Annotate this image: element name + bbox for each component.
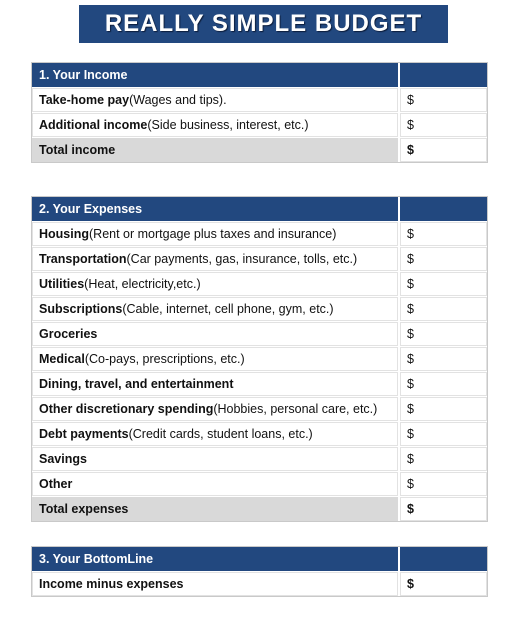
subscriptions-amount[interactable]: $ [400,297,487,321]
row-label: Groceries [32,322,398,346]
row-label: Housing (Rent or mortgage plus taxes and insurance) [32,222,398,246]
income-header-amount [400,63,487,87]
row-label: Utilities (Heat, electricity,etc.) [32,272,398,296]
row-label: Dining, travel, and entertainment [32,372,398,396]
total-expenses-row [32,497,487,521]
discretionary-amount[interactable]: $ [400,397,487,421]
total-income-row [32,138,487,162]
table-row [32,472,487,496]
title-banner [79,5,448,43]
row-label: Other [32,472,398,496]
take-home-pay-amount[interactable]: $ [400,88,487,112]
row-label: Medical (Co-pays, prescriptions, etc.) [32,347,398,371]
bottomline-header-row [32,547,487,571]
row-label: Savings [32,447,398,471]
row-label: Subscriptions (Cable, internet, cell phone, gym, etc.) [32,297,398,321]
savings-amount[interactable]: $ [400,447,487,471]
income-minus-expenses-amount[interactable]: $ [400,572,487,596]
medical-amount[interactable]: $ [400,347,487,371]
table-row [32,447,487,471]
total-expenses-amount[interactable]: $ [400,497,487,521]
income-section [31,62,488,163]
dining-amount[interactable]: $ [400,372,487,396]
additional-income-amount[interactable]: $ [400,113,487,137]
table-row [32,247,487,271]
total-income-label: Total income [32,138,398,162]
table-row [32,372,487,396]
table-row [32,113,487,137]
expenses-header-amount [400,197,487,221]
bottomline-section [31,546,488,597]
table-row [32,88,487,112]
table-row [32,397,487,421]
expenses-header-row [32,197,487,221]
table-row [32,222,487,246]
income-minus-expenses-label: Income minus expenses [32,572,398,596]
other-amount[interactable]: $ [400,472,487,496]
row-label: Other discretionary spending (Hobbies, personal care, etc.) [32,397,398,421]
utilities-amount[interactable]: $ [400,272,487,296]
income-header-row [32,63,487,87]
income-header: 1. Your Income [32,63,398,87]
housing-amount[interactable]: $ [400,222,487,246]
bottomline-header-amount [400,547,487,571]
table-row [32,422,487,446]
total-income-amount[interactable]: $ [400,138,487,162]
groceries-amount[interactable]: $ [400,322,487,346]
row-label: Transportation (Car payments, gas, insurance, tolls, etc.) [32,247,398,271]
expenses-section [31,196,488,522]
expenses-header: 2. Your Expenses [32,197,398,221]
table-row [32,272,487,296]
table-row [32,347,487,371]
transportation-amount[interactable]: $ [400,247,487,271]
total-expenses-label: Total expenses [32,497,398,521]
debt-payments-amount[interactable]: $ [400,422,487,446]
table-row [32,572,487,596]
row-label: Additional income (Side business, interest, etc.) [32,113,398,137]
table-row [32,297,487,321]
page-title: REALLY SIMPLE BUDGET [104,10,423,37]
row-label: Debt payments (Credit cards, student loans, etc.) [32,422,398,446]
table-row [32,322,487,346]
row-label: Take-home pay (Wages and tips). [32,88,398,112]
bottomline-header: 3. Your BottomLine [32,547,398,571]
